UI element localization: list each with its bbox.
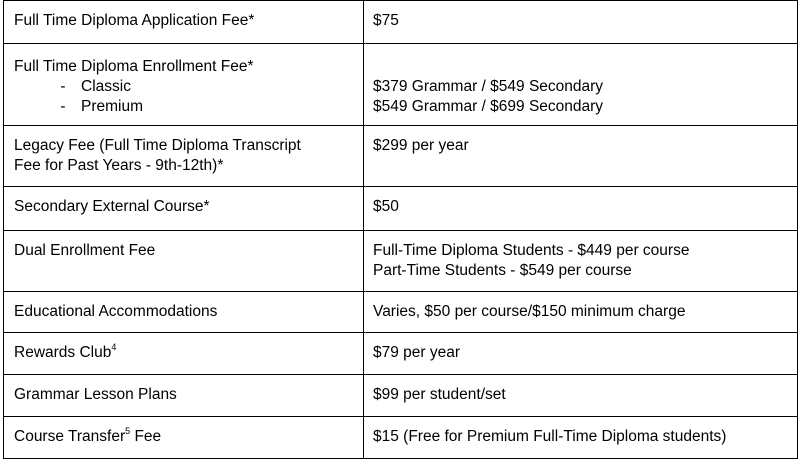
fee-amount-cell [364, 417, 798, 459]
fee-name-cell [4, 126, 364, 187]
fee-name-wrap [14, 427, 355, 447]
fee-amount: $79 per year [373, 344, 461, 361]
footnote-ref: 4 [111, 341, 117, 352]
dash-bullet: - [60, 98, 66, 115]
fee-amount: $15 (Free for Premium Full-Time Diploma students) [373, 428, 727, 445]
fee-name: Educational Accommodations [14, 303, 218, 320]
fee-name-cell [4, 417, 364, 459]
fee-amount: $549 Grammar / $699 Secondary [373, 98, 604, 115]
footnote-ref: 5 [125, 425, 131, 436]
fee-name: Full Time Diploma Application Fee* [14, 12, 255, 29]
fee-name-line: Fee for Past Years - 9th-12th)* [14, 157, 224, 174]
fee-amount-cell [364, 231, 798, 292]
fee-amount-line: Full-Time Diploma Students - $449 per course [373, 242, 690, 259]
table-row [4, 292, 798, 333]
fee-name: Course Transfer [14, 428, 126, 445]
fee-name-cell [4, 44, 364, 126]
fee-amount-cell [364, 333, 798, 375]
table-row [4, 375, 798, 417]
tier-label: Premium [81, 98, 144, 115]
list-item [14, 77, 355, 97]
table-row [4, 44, 798, 126]
fee-name-suffix: Fee [130, 428, 162, 445]
fee-amount-cell [364, 44, 798, 126]
fee-amount-cell [364, 126, 798, 187]
tier-label: Classic [81, 78, 131, 95]
fee-name-cell [4, 231, 364, 292]
fee-amount-cell [364, 375, 798, 417]
fee-name: Dual Enrollment Fee [14, 242, 156, 259]
fee-name-cell [4, 1, 364, 44]
dash-bullet: - [60, 78, 66, 95]
fee-amount: $379 Grammar / $549 Secondary [373, 78, 604, 95]
fee-name-line: Legacy Fee (Full Time Diploma Transcript [14, 137, 301, 154]
fee-name-cell [4, 333, 364, 375]
fee-amount-cell [364, 292, 798, 333]
list-item [14, 97, 355, 117]
fee-amount: $99 per student/set [373, 386, 506, 403]
fee-name-cell [4, 375, 364, 417]
fee-amount-cell [364, 187, 798, 231]
fee-name-cell [4, 187, 364, 231]
table-row [4, 187, 798, 231]
fee-amount-cell [364, 1, 798, 44]
fee-name: Secondary External Course* [14, 198, 210, 215]
fee-table [3, 0, 798, 459]
fee-name: Grammar Lesson Plans [14, 386, 177, 403]
fee-name: Full Time Diploma Enrollment Fee* [14, 58, 254, 75]
fee-name-wrap [14, 343, 355, 363]
fee-amount: $50 [373, 198, 399, 215]
table-row [4, 126, 798, 187]
table-row [4, 417, 798, 459]
fee-amount: $299 per year [373, 137, 469, 154]
table-row [4, 333, 798, 375]
table-row [4, 1, 798, 44]
table-row [4, 231, 798, 292]
fee-name: Rewards Club [14, 344, 112, 361]
fee-amount: $75 [373, 12, 399, 29]
fee-amount: Varies, $50 per course/$150 minimum charge [373, 303, 686, 320]
fee-amount-line: Part-Time Students - $549 per course [373, 262, 632, 279]
fee-name-cell [4, 292, 364, 333]
